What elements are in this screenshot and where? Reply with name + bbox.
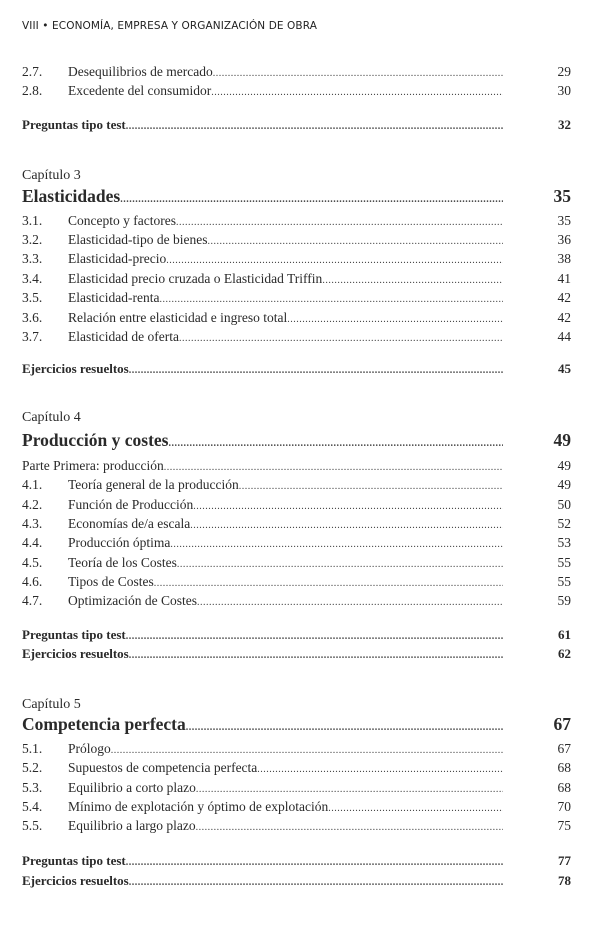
entry-number: 5.1. (22, 741, 43, 756)
page-number: 32 (558, 117, 571, 132)
entry-number: 4.7. (22, 593, 43, 608)
section-entry (22, 117, 571, 135)
toc-entry (22, 290, 571, 308)
page-number: 38 (557, 251, 571, 266)
toc-entry (22, 574, 571, 592)
page-number: 68 (557, 760, 571, 775)
leader-dots (328, 801, 503, 817)
entry-title: Optimización de Costes (68, 593, 197, 608)
chapter-label: Capítulo 3 (22, 168, 81, 183)
toc-entry (22, 83, 571, 101)
leader-dots (190, 518, 503, 534)
page-number: 59 (557, 593, 571, 608)
section-entry (22, 627, 571, 645)
entry-title: Teoría de los Costes (68, 555, 177, 570)
entry-title: Relación entre elasticidad e ingreso total (68, 310, 288, 325)
toc-entry (22, 516, 571, 534)
entry-title: Preguntas tipo test (22, 853, 126, 868)
toc-entry (22, 329, 571, 347)
leader-dots (111, 743, 503, 759)
page-number: 68 (557, 780, 571, 795)
chapter-title-entry (22, 714, 571, 738)
entry-title: Elasticidades (22, 186, 121, 206)
leader-dots (168, 434, 503, 454)
entry-title: Elasticidad-tipo de bienes (68, 232, 208, 247)
leader-dots (196, 820, 503, 836)
running-header: VIII • ECONOMÍA, EMPRESA Y ORGANIZACIÓN DE OBRA (22, 20, 317, 32)
entry-title: Elasticidad-renta (68, 290, 160, 305)
entry-title: Teoría general de la producción (68, 477, 239, 492)
page-number: 77 (558, 853, 571, 868)
entry-number: 2.7. (22, 64, 43, 79)
leader-dots (322, 273, 503, 289)
toc-entry (22, 818, 571, 836)
leader-dots (129, 875, 503, 891)
leader-dots (196, 782, 503, 798)
leader-dots (129, 363, 503, 379)
entry-title: Mínimo de explotación y óptimo de explotación (68, 799, 329, 814)
page-number: 70 (557, 799, 571, 814)
page-number: 29 (557, 64, 571, 79)
page-number: 55 (557, 574, 571, 589)
entry-title: Economías de/a escala (68, 516, 191, 531)
entry-title: Tipos de Costes (68, 574, 154, 589)
leader-dots (126, 855, 503, 871)
entry-number: 3.5. (22, 290, 43, 305)
leader-dots (164, 460, 503, 476)
leader-dots (120, 190, 503, 210)
page-number: 62 (558, 646, 571, 661)
leader-dots (179, 331, 503, 347)
leader-dots (177, 557, 503, 573)
page-number: 49 (553, 430, 571, 450)
leader-dots (159, 292, 503, 308)
entry-number: 4.3. (22, 516, 43, 531)
section-entry (22, 646, 571, 664)
page-number: 67 (553, 714, 571, 734)
entry-number: 5.4. (22, 799, 43, 814)
entry-title: Producción y costes (22, 430, 169, 450)
entry-title: Parte Primera: producción (22, 458, 164, 473)
page-number: 42 (557, 290, 571, 305)
entry-number: 5.2. (22, 760, 43, 775)
page-number: 45 (558, 361, 571, 376)
entry-number: 4.1. (22, 477, 43, 492)
toc-entry (22, 741, 571, 759)
toc-entry (22, 799, 571, 817)
leader-dots (176, 215, 503, 231)
leader-dots (186, 718, 503, 738)
entry-title: Elasticidad de oferta (68, 329, 179, 344)
toc-entry (22, 213, 571, 231)
page-number: 55 (557, 555, 571, 570)
toc-entry (22, 497, 571, 515)
page-number: 61 (558, 627, 571, 642)
leader-dots (257, 762, 503, 778)
entry-title: Prólogo (68, 741, 111, 756)
toc-entry (22, 64, 571, 82)
entry-number: 3.6. (22, 310, 43, 325)
toc-entry (22, 458, 571, 476)
entry-number: 3.7. (22, 329, 43, 344)
toc-entry (22, 760, 571, 778)
page-number: 50 (557, 497, 571, 512)
leader-dots (239, 479, 503, 495)
entry-number: 4.5. (22, 555, 43, 570)
toc-entry (22, 477, 571, 495)
chapter-title-entry (22, 430, 571, 454)
entry-title: Elasticidad-precio (68, 251, 167, 266)
entry-title: Ejercicios resueltos (22, 361, 129, 376)
toc-entry (22, 271, 571, 289)
page-number: 52 (557, 516, 571, 531)
page-number: 49 (557, 458, 571, 473)
page-number: 53 (557, 535, 571, 550)
leader-dots (211, 85, 503, 101)
leader-dots (197, 595, 503, 611)
entry-title: Excedente del consumidor (68, 83, 212, 98)
page-number: 44 (557, 329, 571, 344)
chapter-label: Capítulo 5 (22, 697, 81, 712)
page-number: 35 (557, 213, 571, 228)
leader-dots (213, 66, 503, 82)
entry-title: Producción óptima (68, 535, 171, 550)
entry-title: Supuestos de competencia perfecta (68, 760, 258, 775)
entry-number: 3.1. (22, 213, 43, 228)
leader-dots (207, 234, 503, 250)
leader-dots (287, 312, 503, 328)
page-number: 42 (557, 310, 571, 325)
entry-title: Ejercicios resueltos (22, 646, 129, 661)
page-number: 49 (557, 477, 571, 492)
entry-title: Competencia perfecta (22, 714, 186, 734)
toc-entry (22, 232, 571, 250)
page-number: 75 (557, 818, 571, 833)
page-number: 67 (557, 741, 571, 756)
leader-dots (126, 629, 503, 645)
entry-number: 5.3. (22, 780, 43, 795)
page-number: 35 (553, 186, 571, 206)
leader-dots (193, 499, 503, 515)
toc-entry (22, 310, 571, 328)
entry-number: 3.3. (22, 251, 43, 266)
entry-title: Función de Producción (68, 497, 194, 512)
entry-number: 2.8. (22, 83, 43, 98)
toc-entry (22, 535, 571, 553)
entry-number: 3.4. (22, 271, 43, 286)
entry-title: Equilibrio a largo plazo (68, 818, 196, 833)
leader-dots (154, 576, 503, 592)
entry-title: Preguntas tipo test (22, 627, 126, 642)
entry-number: 4.2. (22, 497, 43, 512)
page-number: 78 (558, 873, 571, 888)
page-number: 30 (557, 83, 571, 98)
page-number: 41 (557, 271, 571, 286)
entry-title: Elasticidad precio cruzada o Elasticidad Triffin (68, 271, 323, 286)
leader-dots (170, 537, 503, 553)
section-entry (22, 873, 571, 891)
toc-entry (22, 593, 571, 611)
chapter-label: Capítulo 4 (22, 410, 81, 425)
entry-number: 4.4. (22, 535, 43, 550)
section-entry (22, 853, 571, 871)
entry-title: Desequilibrios de mercado (68, 64, 213, 79)
leader-dots (166, 253, 503, 269)
entry-number: 4.6. (22, 574, 43, 589)
entry-title: Ejercicios resueltos (22, 873, 129, 888)
entry-number: 3.2. (22, 232, 43, 247)
section-entry (22, 361, 571, 379)
leader-dots (129, 648, 503, 664)
entry-number: 5.5. (22, 818, 43, 833)
toc-entry (22, 780, 571, 798)
leader-dots (126, 119, 503, 135)
entry-title: Concepto y factores (68, 213, 176, 228)
page-number: 36 (557, 232, 571, 247)
chapter-title-entry (22, 186, 571, 210)
entry-title: Equilibrio a corto plazo (68, 780, 196, 795)
entry-title: Preguntas tipo test (22, 117, 126, 132)
toc-entry (22, 555, 571, 573)
toc-entry (22, 251, 571, 269)
